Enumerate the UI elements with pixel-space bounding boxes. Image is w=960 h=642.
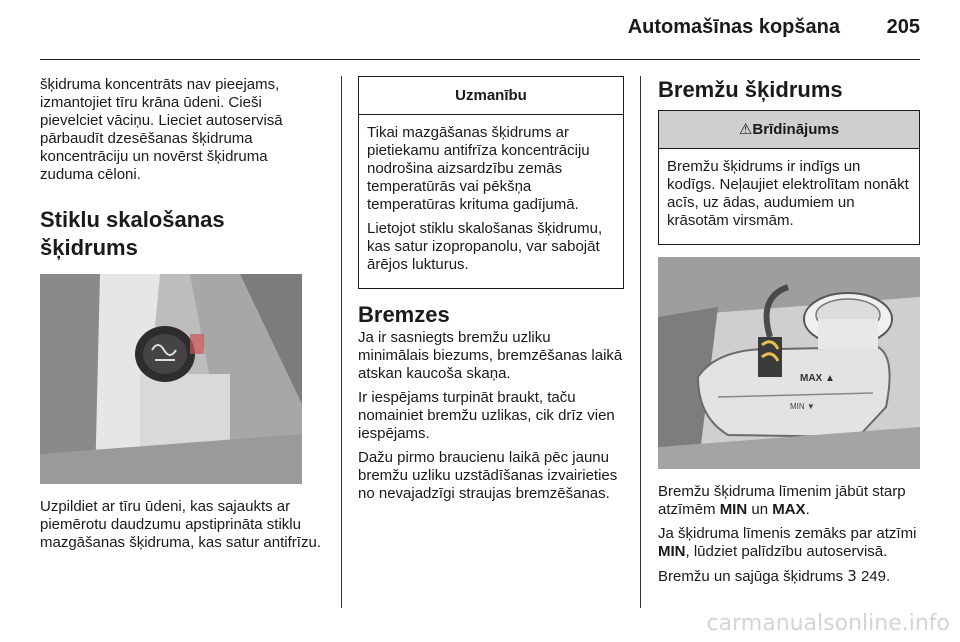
column-divider-1 — [341, 76, 342, 608]
brakes-paragraph-1: Ja ir sasniegts bremžu uzliku minimālais biezums, bremzēšanas laikā atskan kaucoša skaņa. — [358, 329, 623, 382]
warning-paragraph: Bremžu šķidrums ir indīgs un kodīgs. Neļaujiet elektrolītam nonākt acīs, uz ādas, audumiem un krāsotām virsmām. — [667, 158, 909, 229]
page-number: 205 — [886, 16, 920, 38]
reservoir-min-mark: MIN — [790, 402, 805, 411]
page-reference-arrow-icon: 3 — [847, 567, 857, 585]
column-middle — [358, 76, 624, 509]
brake-fluid-p1-text: Bremžu šķidruma līmenim jābūt starp atzīmēm — [658, 483, 906, 518]
brakes-paragraph-3: Dažu pirmo braucienu laikā pēc jaunu bremžu uzliku uzstādīšanas izvairieties no nevajadzīgi straujas bremzēšanas. — [358, 449, 618, 502]
brake-reservoir-illustration — [658, 257, 920, 469]
min-keyword: MIN — [719, 501, 748, 518]
caution-paragraph-1: Tikai mazgāšanas šķidrums ar pietiekamu antifrīza koncentrāciju nodrošina aizsardzību zemās temperatūrās vai pēkšņa temperatūras krituma gadījumā. — [367, 124, 590, 213]
brake-fluid-paragraph-3 — [658, 567, 920, 586]
washer-fluid-heading — [40, 206, 324, 262]
brake-fluid-p2-end: , lūdziet palīdzību autoservisā. — [685, 543, 888, 560]
column-right — [658, 76, 920, 592]
caution-paragraph-2: Lietojot stiklu skalošanas šķidrumu, kas satur izopropanolu, var sabojāt ārējos lukturus. — [367, 220, 603, 273]
brake-fluid-p2-text: Ja šķidruma līmenis zemāks par atzīmi — [658, 525, 917, 542]
brakes-paragraph-2: Ir iespējams turpināt braukt, taču nomainiet bremžu uzlikas, cik drīz vien iespējams. — [358, 389, 615, 442]
washer-fluid-paragraph: Uzpildiet ar tīru ūdeni, kas sajaukts ar piemērotu daudzumu apstiprināta stiklu mazgāšanas šķidruma, kas satur antifrīzu. — [40, 498, 321, 551]
min-keyword-2: MIN — [658, 543, 686, 560]
brake-fluid-p1-mid: un — [747, 501, 773, 518]
caution-box — [358, 76, 624, 289]
brake-reservoir-photo — [658, 257, 920, 469]
brakes-heading: Bremzes — [358, 302, 450, 327]
caution-title: Uzmanību — [359, 77, 623, 115]
intro-paragraph: šķidruma koncentrāts nav pieejams, izmantojiet tīru krāna ūdeni. Cieši pievelciet vāciņu. Lieciet autoservisā pārbaudīt dzesēšanas šķidruma koncentrāciju un novērst šķidruma zuduma cēloni. — [40, 76, 283, 183]
warning-title-text: Brīdinājums — [752, 121, 840, 138]
page-reference-link[interactable]: 249. — [856, 568, 891, 585]
brake-fluid-p1-end: . — [805, 501, 810, 518]
washer-reservoir-illustration — [40, 274, 302, 484]
washer-heading-line2: šķidrums — [40, 235, 138, 260]
warning-triangle-icon: ⚠ — [738, 121, 753, 138]
washer-heading-line1: Stiklu skalošanas — [40, 207, 225, 232]
reservoir-max-mark: MAX — [800, 373, 823, 384]
brake-fluid-p3-text: Bremžu un sajūga šķidrums — [658, 568, 848, 585]
brake-fluid-heading: Bremžu šķidrums — [658, 77, 843, 102]
washer-reservoir-photo — [40, 274, 302, 484]
brake-fluid-paragraph-2 — [658, 525, 920, 561]
chapter-title: Automašīnas kopšana — [627, 16, 840, 38]
warning-title — [659, 111, 919, 149]
svg-text:MAX ▲: MAX ▲ — [800, 373, 835, 384]
max-keyword: MAX — [772, 501, 806, 518]
column-divider-2 — [640, 76, 641, 608]
column-left — [40, 76, 324, 558]
warning-box — [658, 110, 920, 245]
brake-fluid-paragraph-1 — [658, 483, 920, 519]
watermark: carmanualsonline.info — [706, 611, 950, 636]
page-header — [40, 0, 920, 60]
svg-text:MIN ▼: MIN ▼ — [790, 402, 815, 411]
